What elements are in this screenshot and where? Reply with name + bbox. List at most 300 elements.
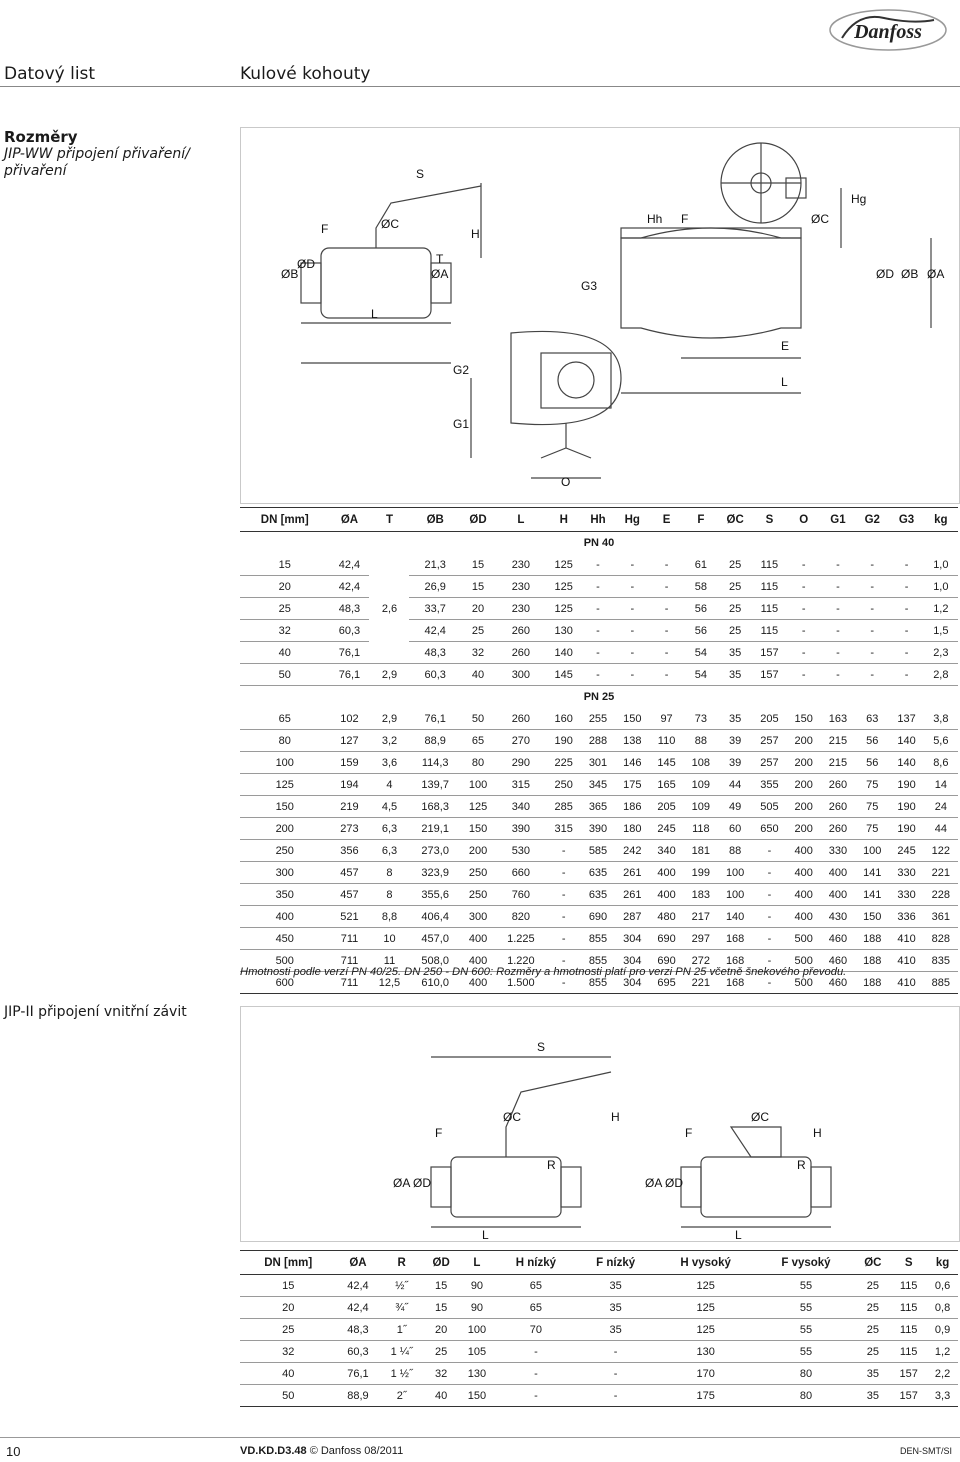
col-header: F nízký — [576, 1251, 654, 1275]
table-cell: 80 — [240, 730, 329, 752]
table-cell: 54 — [684, 642, 718, 664]
table-cell: 1.225 — [495, 928, 546, 950]
col-header: L — [458, 1251, 495, 1275]
table-cell: 225 — [547, 752, 581, 774]
jip-ww-drawing-svg — [241, 128, 959, 503]
table-cell: - — [752, 928, 786, 950]
table-row — [240, 818, 958, 840]
table-cell: 60,3 — [409, 664, 460, 686]
table-cell: 200 — [787, 730, 821, 752]
table-cell: 200 — [240, 818, 329, 840]
table-row — [240, 642, 958, 664]
label-oa2: ØA — [927, 267, 945, 281]
table-cell: 157 — [752, 642, 786, 664]
label-g1: G1 — [453, 417, 470, 431]
table-cell: 215 — [821, 752, 855, 774]
table-cell: 2,3 — [924, 642, 958, 664]
table-cell: - — [547, 950, 581, 972]
table-cell: 40 — [424, 1385, 459, 1407]
table-cell: 102 — [329, 708, 369, 730]
table-cell: 400 — [787, 906, 821, 928]
table-cell: 1,5 — [924, 620, 958, 642]
table-cell: 505 — [752, 796, 786, 818]
table-row — [240, 730, 958, 752]
table-cell: 35 — [718, 708, 752, 730]
table-cell: 42,4 — [336, 1297, 379, 1319]
table-cell: 400 — [649, 862, 683, 884]
table-cell: 257 — [752, 730, 786, 752]
table-cell: 711 — [329, 950, 369, 972]
label-g2: G2 — [453, 363, 470, 377]
table-cell: - — [649, 576, 683, 598]
table-cell: 76,1 — [409, 708, 460, 730]
table-cell: 65 — [461, 730, 495, 752]
table-cell: 2,8 — [924, 664, 958, 686]
table-row — [240, 752, 958, 774]
table-cell: 25 — [240, 1319, 336, 1341]
table-cell: 130 — [547, 620, 581, 642]
table-cell: 270 — [495, 730, 546, 752]
table-cell: 130 — [458, 1363, 495, 1385]
table-cell: 400 — [787, 862, 821, 884]
label-o: O — [561, 475, 571, 489]
table-cell: 400 — [821, 884, 855, 906]
table-row — [240, 554, 958, 576]
table-cell: 260 — [821, 796, 855, 818]
label-hh: Hh — [647, 212, 663, 226]
col-header: R — [380, 1251, 424, 1275]
table-cell: 122 — [924, 840, 958, 862]
table-cell: 35 — [856, 1385, 891, 1407]
table-cell: 15 — [424, 1275, 459, 1297]
table-cell: 457 — [329, 862, 369, 884]
table-cell: 365 — [581, 796, 615, 818]
table-cell: 242 — [615, 840, 649, 862]
table-cell: 8,6 — [924, 752, 958, 774]
table-cell: 25 — [718, 620, 752, 642]
table-cell: 1,0 — [924, 554, 958, 576]
table-cell: 410 — [889, 972, 923, 994]
table-cell: 150 — [461, 818, 495, 840]
table-cell: 100 — [718, 862, 752, 884]
table-cell: 75 — [855, 796, 889, 818]
table-cell: 76,1 — [329, 664, 369, 686]
table-cell: - — [821, 598, 855, 620]
table-cell: 460 — [821, 928, 855, 950]
table-cell: 400 — [461, 950, 495, 972]
datasheet-label: Datový list — [4, 64, 96, 84]
table-cell: 2,2 — [927, 1363, 958, 1385]
table-cell: 273,0 — [409, 840, 460, 862]
label-oc: ØC — [381, 217, 399, 231]
col-header: ØD — [424, 1251, 459, 1275]
table-cell: 2,9 — [369, 664, 409, 686]
table-cell: 44 — [924, 818, 958, 840]
table-cell: 500 — [787, 928, 821, 950]
table-cell: - — [649, 664, 683, 686]
table-cell: 15 — [461, 554, 495, 576]
table-cell: 460 — [821, 972, 855, 994]
table-cell: 165 — [649, 774, 683, 796]
table-cell: 35 — [856, 1363, 891, 1385]
table-row — [240, 928, 958, 950]
table-row — [240, 862, 958, 884]
col-header: H nízký — [495, 1251, 576, 1275]
col-header: S — [752, 508, 786, 532]
table-cell: 100 — [718, 884, 752, 906]
table-cell: 200 — [787, 774, 821, 796]
table-cell: - — [581, 598, 615, 620]
table-cell: 400 — [821, 862, 855, 884]
table-cell: 315 — [495, 774, 546, 796]
jip-ii-drawing-svg — [241, 1007, 959, 1241]
table-cell: 168 — [718, 950, 752, 972]
table-cell: 32 — [424, 1363, 459, 1385]
table-cell: 3,3 — [927, 1385, 958, 1407]
col-header: E — [649, 508, 683, 532]
table-cell: 25 — [718, 554, 752, 576]
table-cell: 261 — [615, 862, 649, 884]
table-cell: 304 — [615, 928, 649, 950]
table-cell: 690 — [649, 950, 683, 972]
table-cell: 146 — [615, 752, 649, 774]
table-cell: 457 — [329, 884, 369, 906]
page-footer — [0, 1437, 960, 1462]
table-cell: 199 — [684, 862, 718, 884]
table-cell: 32 — [240, 1341, 336, 1363]
table-cell: 58 — [684, 576, 718, 598]
table-cell: - — [752, 950, 786, 972]
col-header: ØB — [409, 508, 460, 532]
table-cell: 26,9 — [409, 576, 460, 598]
col-header: ØC — [856, 1251, 891, 1275]
table-cell: - — [495, 1385, 576, 1407]
table-cell: - — [615, 664, 649, 686]
table-cell: 695 — [649, 972, 683, 994]
table-cell: 400 — [787, 840, 821, 862]
table-cell: 56 — [684, 598, 718, 620]
table-cell: 530 — [495, 840, 546, 862]
table-cell: 315 — [547, 818, 581, 840]
label2-r2: R — [797, 1158, 806, 1172]
table-cell: - — [889, 642, 923, 664]
col-header: kg — [924, 508, 958, 532]
table-cell: 219,1 — [409, 818, 460, 840]
table-cell: 63 — [855, 708, 889, 730]
table-cell: 168 — [718, 972, 752, 994]
table-cell: 600 — [240, 972, 329, 994]
table-cell: 25 — [856, 1319, 891, 1341]
danfoss-logo — [828, 6, 948, 54]
label2-l2: L — [735, 1228, 742, 1241]
table-cell: 140 — [547, 642, 581, 664]
table-cell: 44 — [718, 774, 752, 796]
table-cell: 25 — [424, 1341, 459, 1363]
table-cell: 125 — [461, 796, 495, 818]
table-cell: 70 — [495, 1319, 576, 1341]
table-cell: 48,3 — [329, 598, 369, 620]
table-cell: 110 — [649, 730, 683, 752]
table-cell: 25 — [718, 598, 752, 620]
table-cell: 219 — [329, 796, 369, 818]
table-cell: 15 — [240, 1275, 336, 1297]
table-cell: 88 — [718, 840, 752, 862]
section1-title: Rozměry — [4, 128, 78, 146]
table-cell: 39 — [718, 752, 752, 774]
col-header: Hg — [615, 508, 649, 532]
table-cell: 97 — [649, 708, 683, 730]
table-cell: 0,9 — [927, 1319, 958, 1341]
table-cell: 260 — [821, 774, 855, 796]
table-cell: - — [495, 1341, 576, 1363]
table-cell: 115 — [752, 554, 786, 576]
table-row — [240, 620, 958, 642]
table-cell: 80 — [756, 1363, 855, 1385]
table-cell: 690 — [581, 906, 615, 928]
table-cell: 157 — [890, 1363, 927, 1385]
table-cell: - — [547, 840, 581, 862]
table-cell: - — [615, 642, 649, 664]
table-cell: 125 — [655, 1297, 757, 1319]
table-cell: 109 — [684, 796, 718, 818]
table-cell: 272 — [684, 950, 718, 972]
table-cell: 130 — [655, 1341, 757, 1363]
table-cell: 115 — [890, 1275, 927, 1297]
table-cell: 205 — [752, 708, 786, 730]
table-cell: 24 — [924, 796, 958, 818]
table-cell: 54 — [684, 664, 718, 686]
table-cell: 205 — [649, 796, 683, 818]
table-cell: 285 — [547, 796, 581, 818]
table-cell: 150 — [855, 906, 889, 928]
table-cell: 500 — [787, 950, 821, 972]
label-e: E — [781, 339, 790, 353]
table-cell: - — [547, 862, 581, 884]
table-cell: 35 — [576, 1275, 654, 1297]
table-cell: 49 — [718, 796, 752, 818]
table-cell: 42,4 — [329, 554, 369, 576]
table-cell: 390 — [495, 818, 546, 840]
table-cell: 290 — [495, 752, 546, 774]
table-cell: 885 — [924, 972, 958, 994]
label2-od: ØD — [413, 1176, 431, 1190]
label2-oc2: ØC — [751, 1110, 769, 1124]
table-row — [240, 1341, 958, 1363]
table-cell: 635 — [581, 862, 615, 884]
table-cell: 65 — [240, 708, 329, 730]
table-row — [240, 1385, 958, 1407]
label-f: F — [321, 222, 329, 236]
col-header: ØA — [336, 1251, 379, 1275]
table-cell: 21,3 — [409, 554, 460, 576]
table-cell: 170 — [655, 1363, 757, 1385]
table-row — [240, 1319, 958, 1341]
table-cell: 76,1 — [329, 642, 369, 664]
table-cell: 500 — [240, 950, 329, 972]
table-cell: 336 — [889, 906, 923, 928]
table-cell: 12,5 — [369, 972, 409, 994]
section1-subtitle: JIP-WW připojení přivaření/ přivaření — [4, 146, 190, 179]
table-cell: 50 — [461, 708, 495, 730]
table-cell: - — [581, 664, 615, 686]
table-cell: 406,4 — [409, 906, 460, 928]
table-cell: 188 — [855, 928, 889, 950]
table-cell: 457,0 — [409, 928, 460, 950]
page-header — [0, 60, 960, 87]
table-cell: 5,6 — [924, 730, 958, 752]
table-cell: 15 — [240, 554, 329, 576]
table-cell: 75 — [855, 818, 889, 840]
table-cell: 660 — [495, 862, 546, 884]
table-cell: 228 — [924, 884, 958, 906]
label-t: T — [436, 252, 444, 266]
table-row — [240, 708, 958, 730]
table-row — [240, 664, 958, 686]
col-header: H — [547, 508, 581, 532]
table-cell: 6,3 — [369, 840, 409, 862]
table-cell: 140 — [718, 906, 752, 928]
table-cell: 105 — [458, 1341, 495, 1363]
table-cell: 33,7 — [409, 598, 460, 620]
table-cell: - — [581, 554, 615, 576]
col-header: ØA — [329, 508, 369, 532]
table-cell: 137 — [889, 708, 923, 730]
table-cell: 42,4 — [409, 620, 460, 642]
table-cell: 4,5 — [369, 796, 409, 818]
table-cell: 1,2 — [924, 598, 958, 620]
table-cell: 76,1 — [336, 1363, 379, 1385]
col-header: O — [787, 508, 821, 532]
table-cell: 855 — [581, 972, 615, 994]
table-cell: 250 — [461, 884, 495, 906]
col-header: G3 — [889, 508, 923, 532]
label-l: L — [371, 307, 378, 321]
label-ob: ØB — [281, 267, 299, 281]
label-hg: Hg — [851, 192, 867, 206]
table-cell: - — [547, 928, 581, 950]
table-cell: 35 — [576, 1319, 654, 1341]
table-cell: 8 — [369, 884, 409, 906]
table-cell: - — [576, 1363, 654, 1385]
table-cell: 215 — [821, 730, 855, 752]
table-cell: - — [787, 554, 821, 576]
table-cell: 42,4 — [336, 1275, 379, 1297]
table-cell: 297 — [684, 928, 718, 950]
table-cell: 125 — [655, 1319, 757, 1341]
table-cell: 1 ¼˝ — [380, 1341, 424, 1363]
table-cell: 585 — [581, 840, 615, 862]
table-cell: - — [576, 1341, 654, 1363]
table-cell: 65 — [495, 1275, 576, 1297]
table-cell: 56 — [684, 620, 718, 642]
doc-code — [240, 1445, 403, 1457]
table-cell: - — [787, 576, 821, 598]
table-cell: 168,3 — [409, 796, 460, 818]
table-cell: 60,3 — [329, 620, 369, 642]
table-cell: - — [581, 576, 615, 598]
table-cell: 400 — [240, 906, 329, 928]
table-cell: - — [752, 862, 786, 884]
table-cell: 855 — [581, 928, 615, 950]
table-cell: 125 — [655, 1275, 757, 1297]
table-cell: - — [855, 576, 889, 598]
table-cell: - — [581, 620, 615, 642]
table-cell: 88,9 — [409, 730, 460, 752]
table-cell: 330 — [889, 862, 923, 884]
label2-oa2: ØA — [645, 1176, 663, 1190]
col-header: ØC — [718, 508, 752, 532]
table-cell: 3,8 — [924, 708, 958, 730]
table-cell: 2˝ — [380, 1385, 424, 1407]
table-cell: - — [821, 554, 855, 576]
table-cell: 760 — [495, 884, 546, 906]
table-cell: 350 — [240, 884, 329, 906]
table-cell: 287 — [615, 906, 649, 928]
table-cell: - — [615, 598, 649, 620]
table-cell: 25 — [461, 620, 495, 642]
table-cell: 4 — [369, 774, 409, 796]
col-header: ØD — [461, 508, 495, 532]
table-cell: 190 — [889, 774, 923, 796]
table-cell-t-merged: 2,6 — [369, 554, 409, 664]
table-cell: 90 — [458, 1297, 495, 1319]
table-cell: 115 — [890, 1341, 927, 1363]
table-cell: 480 — [649, 906, 683, 928]
table-row — [240, 576, 958, 598]
table-cell: 200 — [787, 796, 821, 818]
table-cell: 140 — [889, 730, 923, 752]
jip-ii-drawing — [240, 1006, 960, 1242]
table-row — [240, 840, 958, 862]
table-cell: 25 — [240, 598, 329, 620]
product-title: Kulové kohouty — [240, 64, 371, 84]
table-cell: 300 — [461, 906, 495, 928]
table-cell: - — [752, 906, 786, 928]
col-header: DN [mm] — [240, 508, 329, 532]
table-cell: 35 — [718, 664, 752, 686]
table-cell: 25 — [856, 1341, 891, 1363]
table-cell: - — [821, 664, 855, 686]
label2-od2: ØD — [665, 1176, 683, 1190]
label2-r: R — [547, 1158, 556, 1172]
table-cell: 261 — [615, 884, 649, 906]
label2-f: F — [435, 1126, 443, 1140]
table-cell: 345 — [581, 774, 615, 796]
table-cell: - — [581, 642, 615, 664]
table-cell: 820 — [495, 906, 546, 928]
label-oa: ØA — [431, 267, 449, 281]
col-header: G2 — [855, 508, 889, 532]
table-cell: 25 — [856, 1275, 891, 1297]
table-cell: 1 ½˝ — [380, 1363, 424, 1385]
col-header: DN [mm] — [240, 1251, 336, 1275]
table-cell: 73 — [684, 708, 718, 730]
table-cell: 230 — [495, 576, 546, 598]
section2-title: JIP-II připojení vnitřní závit — [4, 1004, 187, 1020]
table-cell: - — [821, 620, 855, 642]
jip-ii-table — [240, 1250, 958, 1407]
table-cell: 39 — [718, 730, 752, 752]
table-cell: 163 — [821, 708, 855, 730]
table-cell: 40 — [240, 1363, 336, 1385]
label-s: S — [416, 167, 425, 181]
table-cell: 25 — [856, 1297, 891, 1319]
table-cell: - — [821, 642, 855, 664]
label2-s: S — [537, 1040, 546, 1054]
table-cell: 221 — [684, 972, 718, 994]
table-cell: 139,7 — [409, 774, 460, 796]
table-cell: - — [889, 620, 923, 642]
